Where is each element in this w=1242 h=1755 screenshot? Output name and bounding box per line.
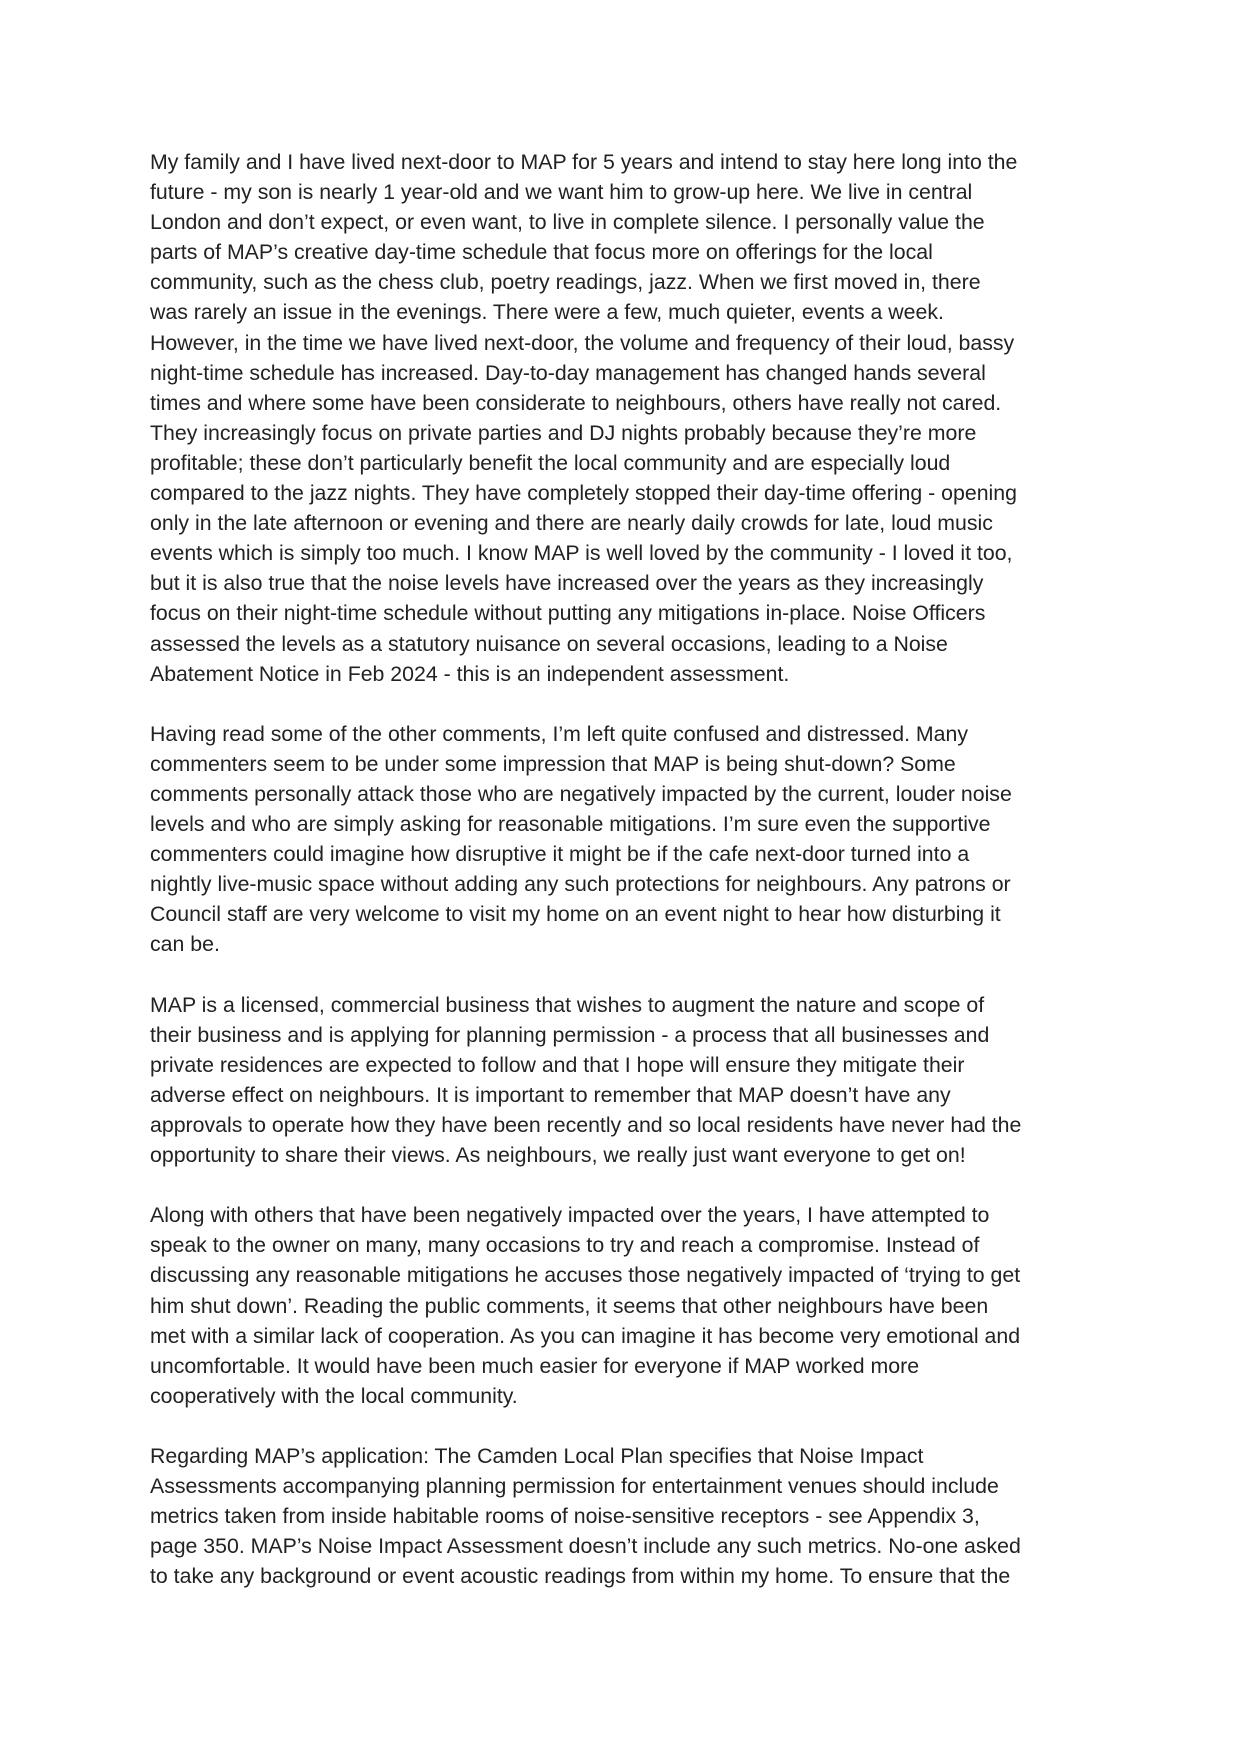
text-line: My family and I have lived next-door to MAP for 5 years and intend to stay here long into the [150, 150, 1018, 174]
text-line: compared to the jazz nights. They have completely stopped their day-time offering - opening [150, 481, 1017, 506]
text-line: page 350. MAP’s Noise Impact Assessment doesn’t include any such metrics. No-one asked [150, 1534, 1021, 1559]
text-line: levels and who are simply asking for reasonable mitigations. I’m sure even the supportive [150, 812, 991, 837]
text-line: uncomfortable. It would have been much easier for everyone if MAP worked more [150, 1353, 920, 1378]
text-line: Regarding MAP’s application: The Camden Local Plan specifies that Noise Impact [150, 1444, 924, 1469]
text-line: Council staff are very welcome to visit my home on an event night to hear how disturbing it [150, 902, 1001, 927]
text-line: private residences are expected to follow and that I hope will ensure they mitigate their [150, 1052, 965, 1077]
text-line: metrics taken from inside habitable rooms of noise-sensitive receptors - see Appendix 3, [150, 1504, 980, 1529]
text-line: met with a similar lack of cooperation. As you can imagine it has become very emotional and [150, 1323, 1021, 1348]
paragraph-5 [150, 1441, 1100, 1591]
text-line: Having read some of the other comments, I’m left quite confused and distressed. Many [150, 721, 968, 746]
text-line: comments personally attack those who are negatively impacted by the current, louder noise [150, 781, 1012, 806]
text-line: parts of MAP’s creative day-time schedule that focus more on offerings for the local [150, 240, 933, 265]
text-line: cooperatively with the local community. [150, 1383, 518, 1408]
text-line: night-time schedule has increased. Day-to-day management has changed hands several [150, 360, 986, 385]
text-line: assessed the levels as a statutory nuisance on several occasions, leading to a Noise [150, 631, 948, 656]
text-line: opportunity to share their views. As neighbours, we really just want everyone to get on! [150, 1143, 966, 1168]
text-line: him shut down’. Reading the public comments, it seems that other neighbours have been [150, 1293, 989, 1318]
text-line: nightly live-music space without adding any such protections for neighbours. Any patrons or [150, 872, 1011, 897]
text-line: times and where some have been considerate to neighbours, others have really not cared. [150, 390, 1002, 415]
text-line: speak to the owner on many, many occasions to try and reach a compromise. Instead of [150, 1233, 980, 1258]
text-line: adverse effect on neighbours. It is important to remember that MAP doesn’t have any [150, 1082, 951, 1107]
text-line: approvals to operate how they have been recently and so local residents have never had the [150, 1113, 1022, 1137]
document-body [150, 147, 1100, 1622]
text-line: They increasingly focus on private parties and DJ nights probably because they’re more [150, 420, 977, 445]
text-line: profitable; these don’t particularly benefit the local community and are especially loud [150, 450, 951, 475]
text-line: Assessments accompanying planning permission for entertainment venues should include [150, 1474, 999, 1499]
text-line: Abatement Notice in Feb 2024 - this is an independent assessment. [150, 661, 790, 686]
text-line: future - my son is nearly 1 year-old and we want him to grow-up here. We live in central [150, 180, 973, 205]
text-line: community, such as the chess club, poetry readings, jazz. When we first moved in, there [150, 270, 981, 295]
text-line: only in the late afternoon or evening and there are nearly daily crowds for late, loud music [150, 511, 993, 536]
paragraph-3 [150, 990, 1100, 1171]
text-line: Along with others that have been negatively impacted over the years, I have attempted to [150, 1203, 990, 1228]
text-line: to take any background or event acoustic readings from within my home. To ensure that the [150, 1564, 1011, 1589]
text-line: was rarely an issue in the evenings. There were a few, much quieter, events a week. [150, 300, 944, 325]
text-line: commenters could imagine how disruptive it might be if the cafe next-door turned into a [150, 842, 970, 867]
text-line: can be. [150, 932, 220, 957]
paragraph-4 [150, 1200, 1100, 1411]
paragraph-2 [150, 719, 1100, 960]
text-line: However, in the time we have lived next-door, the volume and frequency of their loud, bassy [150, 330, 1015, 355]
text-line: discussing any reasonable mitigations he accuses those negatively impacted of ‘trying to get [150, 1263, 1021, 1288]
text-line: commenters seem to be under some impression that MAP is being shut-down? Some [150, 751, 956, 776]
text-line: events which is simply too much. I know MAP is well loved by the community - I loved it too, [150, 541, 1013, 566]
text-line: but it is also true that the noise levels have increased over the years as they increasingly [150, 571, 984, 596]
text-line: their business and is applying for planning permission - a process that all businesses and [150, 1022, 990, 1047]
paragraph-1 [150, 147, 1100, 689]
text-line: London and don’t expect, or even want, to live in complete silence. I personally value the [150, 210, 985, 235]
text-line: focus on their night-time schedule without putting any mitigations in-place. Noise Officers [150, 601, 986, 626]
text-line: MAP is a licensed, commercial business that wishes to augment the nature and scope of [150, 992, 985, 1017]
